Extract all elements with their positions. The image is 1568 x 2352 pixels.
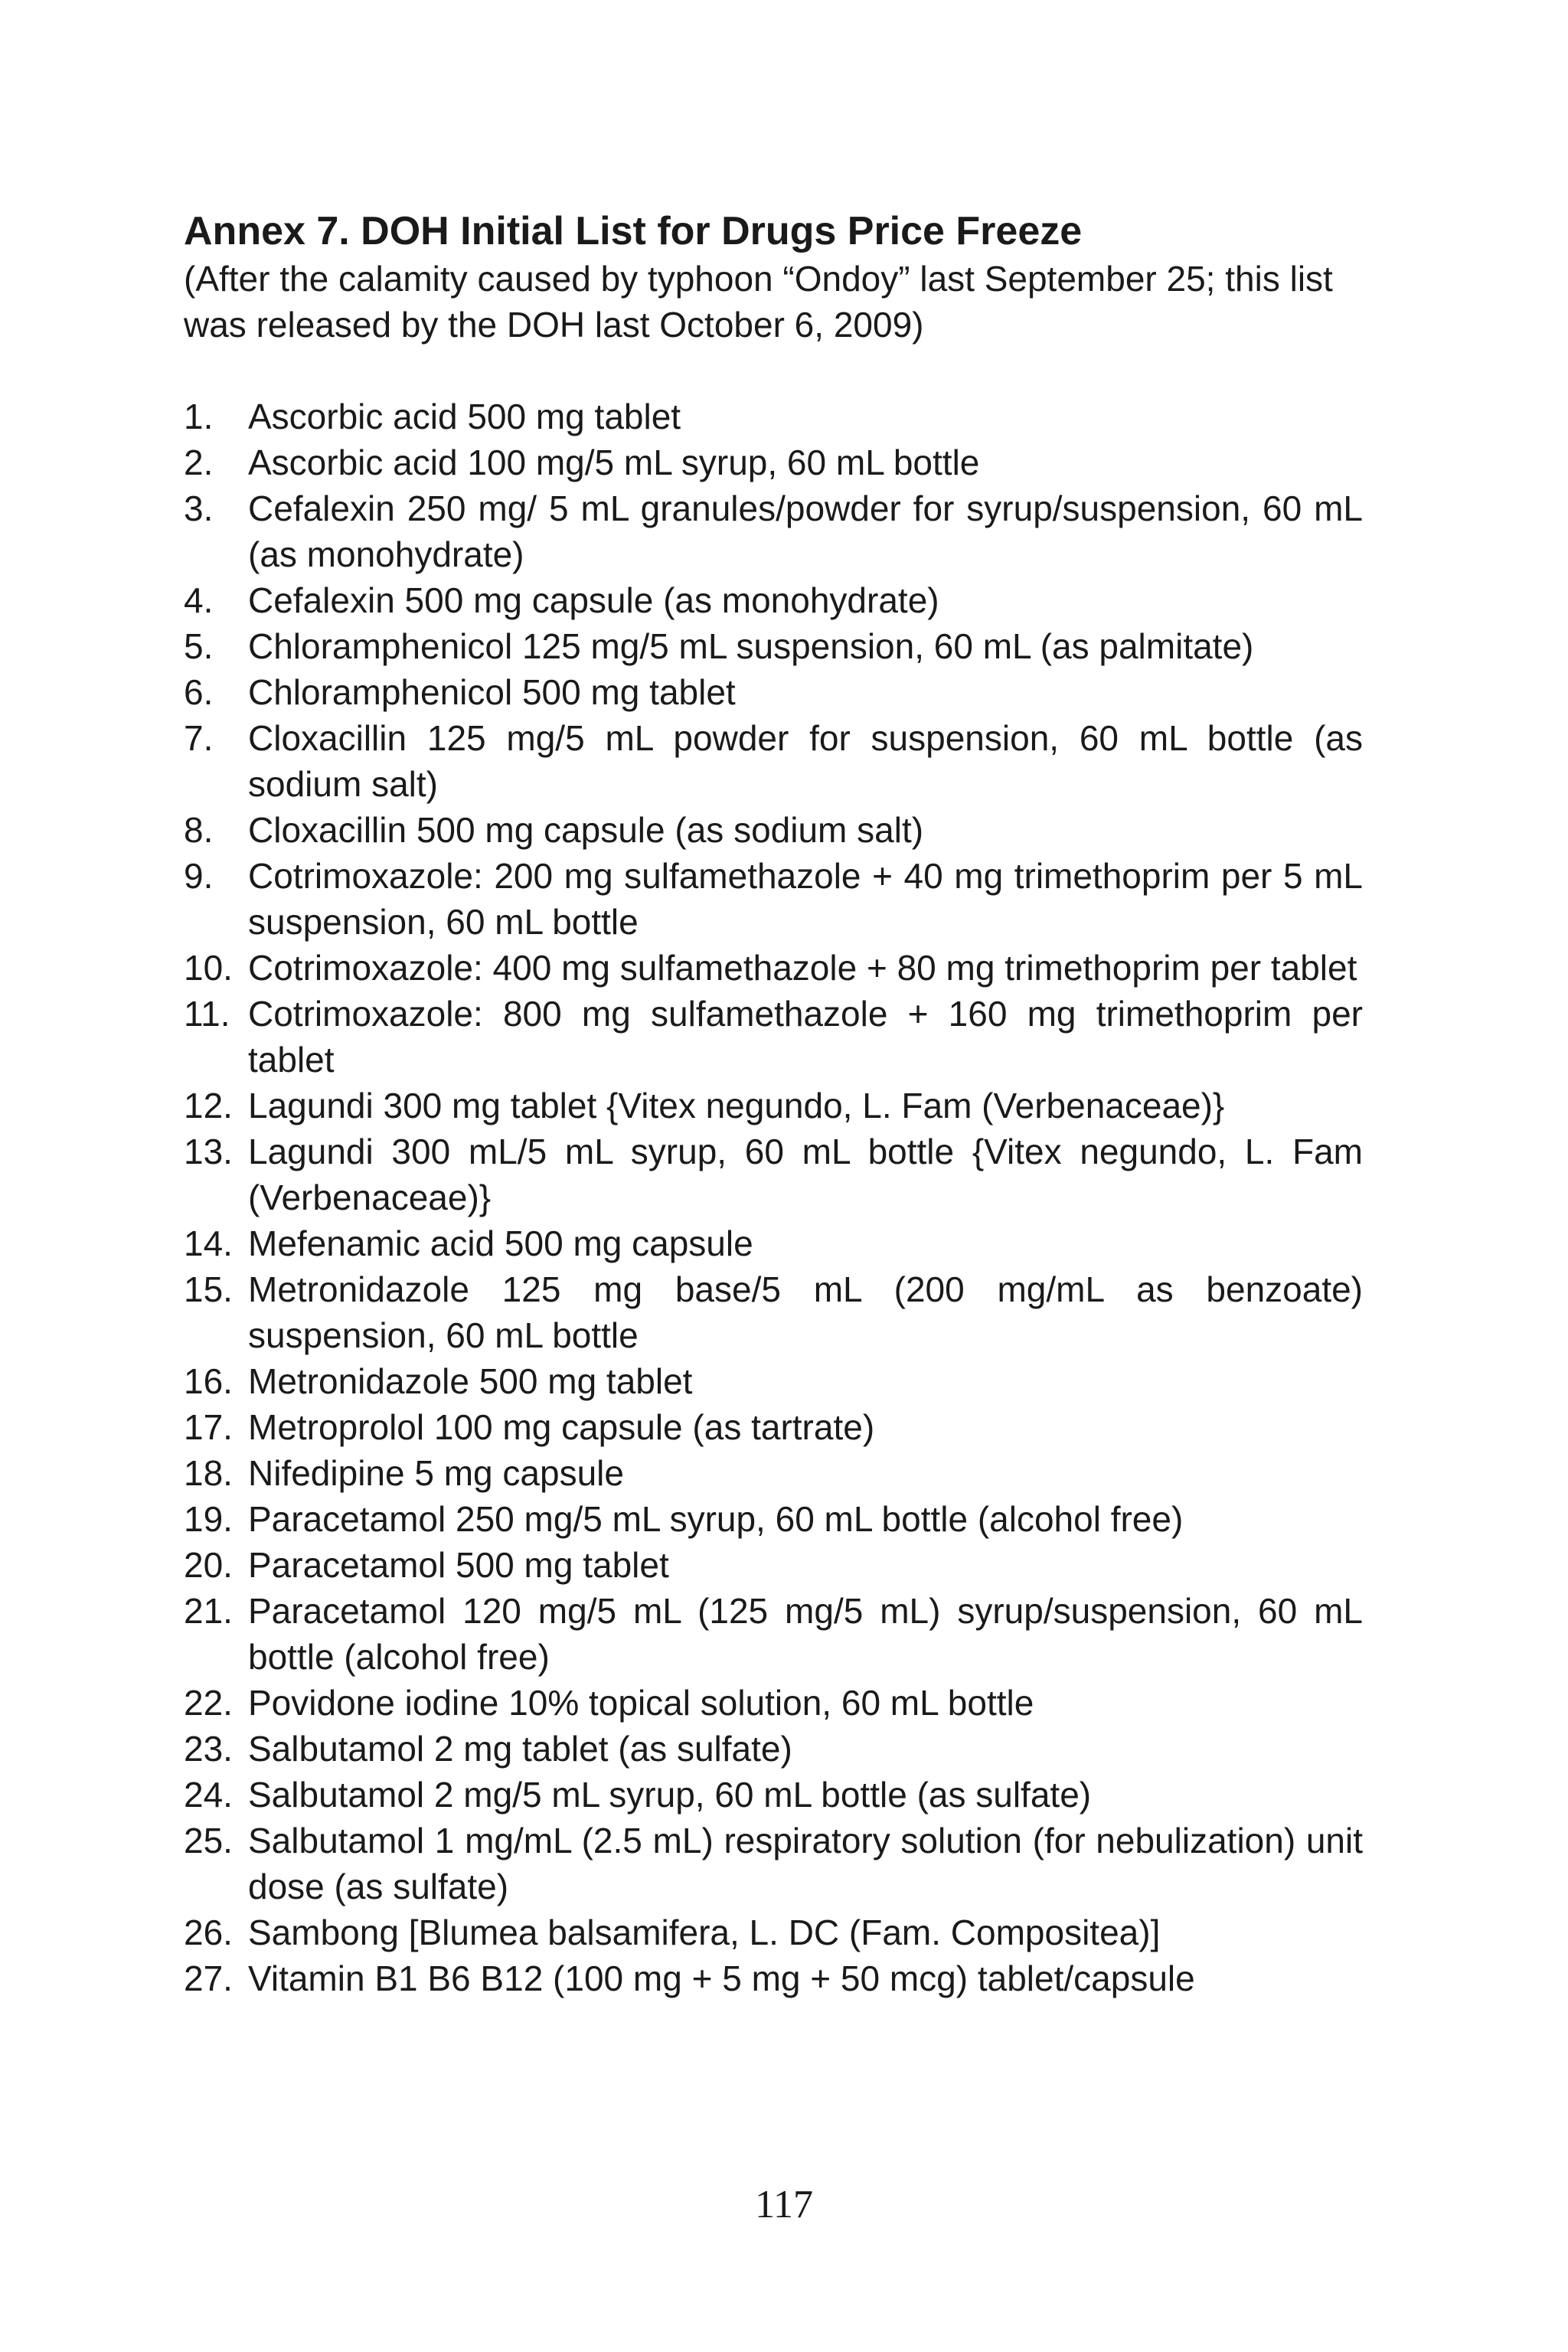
drug-list: [184, 394, 1363, 2001]
item-number: 6.: [184, 672, 214, 712]
item-text: Sambong [Blumea balsamifera, L. DC (Fam. Compositea)]: [248, 1913, 1161, 1952]
item-text: Lagundi 300 mL/5 mL syrup, 60 mL bottle {Vitex negundo, L. Fam (Verbenaceae)}: [248, 1132, 1363, 1217]
item-text: Nifedipine 5 mg capsule: [248, 1453, 624, 1493]
item-text: Cefalexin 500 mg capsule (as monohydrate): [248, 580, 939, 620]
list-item: [184, 1496, 1363, 1542]
list-item: [184, 1220, 1363, 1266]
item-number: 23.: [184, 1729, 233, 1769]
list-item: [184, 439, 1363, 485]
item-number: 24.: [184, 1775, 233, 1815]
item-text: Chloramphenicol 500 mg tablet: [248, 672, 736, 712]
list-item: [184, 1358, 1363, 1404]
list-item: [184, 669, 1363, 715]
item-text: Paracetamol 120 mg/5 mL (125 mg/5 mL) syrup/suspension, 60 mL bottle (alcohol free): [248, 1591, 1363, 1677]
item-text: Vitamin B1 B6 B12 (100 mg + 5 mg + 50 mcg) tablet/capsule: [248, 1958, 1195, 1998]
item-number: 15.: [184, 1269, 233, 1309]
list-item: [184, 1450, 1363, 1496]
item-text: Cloxacillin 500 mg capsule (as sodium salt): [248, 810, 924, 850]
item-text: Chloramphenicol 125 mg/5 mL suspension, 60 mL (as palmitate): [248, 626, 1254, 666]
item-text: Cloxacillin 125 mg/5 mL powder for suspension, 60 mL bottle (as sodium salt): [248, 718, 1363, 804]
item-number: 1.: [184, 397, 214, 436]
document-page: [184, 207, 1363, 2001]
list-item: [184, 807, 1363, 853]
list-item: [184, 1726, 1363, 1772]
list-item: [184, 1818, 1363, 1909]
list-item: [184, 945, 1363, 991]
list-item: [184, 853, 1363, 945]
document-subtitle: (After the calamity caused by typhoon “Ondoy” last September 25; this list was released by the DOH last October 6, 2009): [184, 259, 1333, 345]
item-text: Paracetamol 250 mg/5 mL syrup, 60 mL bottle (alcohol free): [248, 1499, 1184, 1539]
list-item: [184, 623, 1363, 669]
item-number: 14.: [184, 1223, 233, 1263]
item-number: 27.: [184, 1958, 233, 1998]
item-number: 7.: [184, 718, 214, 758]
item-number: 16.: [184, 1361, 233, 1401]
item-number: 10.: [184, 948, 233, 988]
item-number: 5.: [184, 626, 214, 666]
list-item: [184, 394, 1363, 439]
item-text: Cotrimoxazole: 200 mg sulfamethazole + 40 mg trimethoprim per 5 mL suspension, 60 mL bottle: [248, 856, 1363, 942]
list-item: [184, 991, 1363, 1083]
list-item: [184, 1588, 1363, 1680]
item-number: 3.: [184, 488, 214, 528]
item-text: Salbutamol 2 mg/5 mL syrup, 60 mL bottle (as sulfate): [248, 1775, 1092, 1815]
item-number: 8.: [184, 810, 214, 850]
item-number: 4.: [184, 580, 214, 620]
list-item: [184, 1266, 1363, 1358]
item-number: 13.: [184, 1132, 233, 1171]
item-text: Cotrimoxazole: 400 mg sulfamethazole + 80 mg trimethoprim per tablet: [248, 948, 1357, 988]
list-item: [184, 1680, 1363, 1726]
item-text: Cotrimoxazole: 800 mg sulfamethazole + 160 mg trimethoprim per tablet: [248, 994, 1363, 1080]
item-text: Povidone iodine 10% topical solution, 60 mL bottle: [248, 1683, 1034, 1723]
item-number: 26.: [184, 1913, 233, 1952]
item-text: Metronidazole 500 mg tablet: [248, 1361, 693, 1401]
item-text: Metronidazole 125 mg base/5 mL (200 mg/mL as benzoate) suspension, 60 mL bottle: [248, 1269, 1363, 1355]
item-text: Ascorbic acid 500 mg tablet: [248, 397, 681, 436]
item-number: 17.: [184, 1407, 233, 1447]
document-title: Annex 7. DOH Initial List for Drugs Price Freeze: [184, 209, 1083, 253]
list-item: [184, 1542, 1363, 1588]
list-item: [184, 715, 1363, 807]
item-number: 2.: [184, 443, 214, 482]
list-item: [184, 1909, 1363, 1955]
item-text: Salbutamol 1 mg/mL (2.5 mL) respiratory solution (for nebulization) unit dose (as sulfate): [248, 1821, 1363, 1906]
item-text: Cefalexin 250 mg/ 5 mL granules/powder for syrup/suspension, 60 mL (as monohydrate): [248, 488, 1363, 574]
list-item: [184, 1772, 1363, 1818]
item-number: 25.: [184, 1821, 233, 1860]
item-text: Metroprolol 100 mg capsule (as tartrate): [248, 1407, 875, 1447]
list-item: [184, 1129, 1363, 1220]
item-text: Paracetamol 500 mg tablet: [248, 1545, 669, 1585]
item-number: 19.: [184, 1499, 233, 1539]
item-number: 9.: [184, 856, 214, 896]
list-item: [184, 577, 1363, 623]
item-text: Ascorbic acid 100 mg/5 mL syrup, 60 mL bottle: [248, 443, 980, 482]
list-item: [184, 1083, 1363, 1129]
item-number: 22.: [184, 1683, 233, 1723]
item-text: Lagundi 300 mg tablet {Vitex negundo, L. Fam (Verbenaceae)}: [248, 1086, 1225, 1125]
item-number: 12.: [184, 1086, 233, 1125]
item-text: Salbutamol 2 mg tablet (as sulfate): [248, 1729, 792, 1769]
list-item: [184, 1404, 1363, 1450]
item-text: Mefenamic acid 500 mg capsule: [248, 1223, 753, 1263]
page-number: 117: [754, 2183, 814, 2226]
list-item: [184, 1955, 1363, 2001]
list-item: [184, 485, 1363, 577]
item-number: 11.: [184, 994, 230, 1034]
item-number: 21.: [184, 1591, 233, 1631]
item-number: 18.: [184, 1453, 233, 1493]
item-number: 20.: [184, 1545, 233, 1585]
